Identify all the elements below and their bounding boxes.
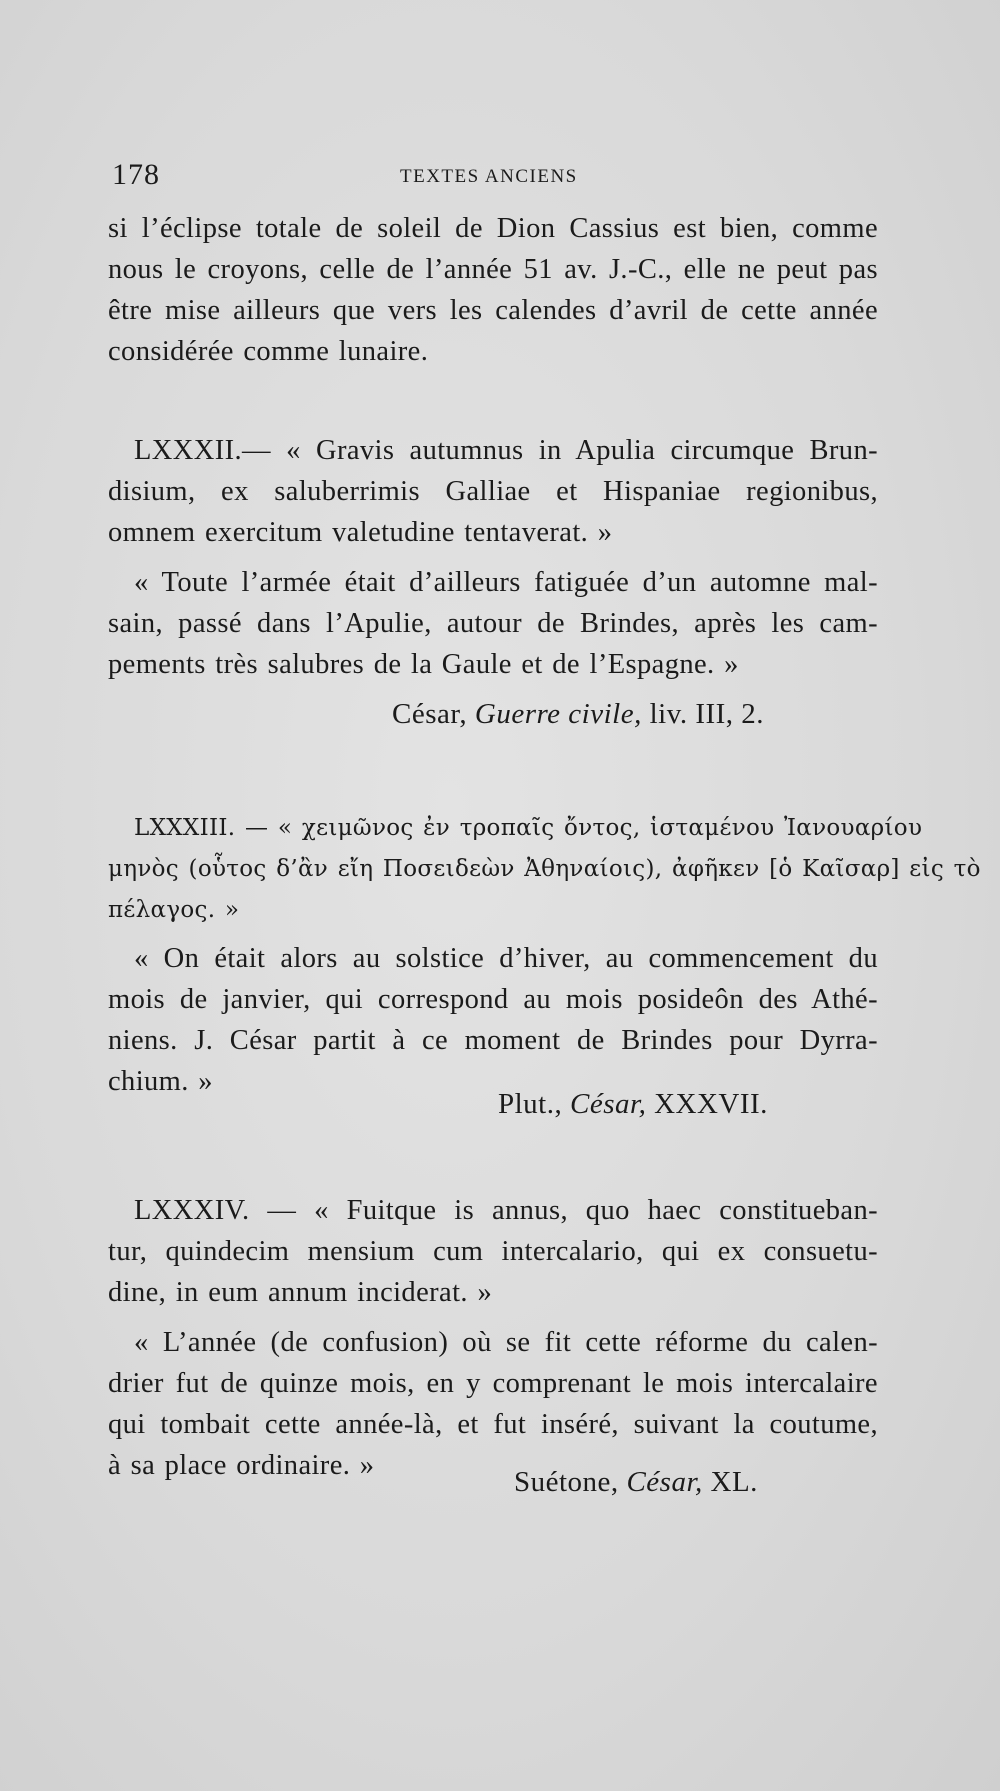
text-line (108, 847, 981, 888)
text-line: mois de janvier, qui correspond au mois posideôn des Athé- (108, 984, 878, 1015)
citation-ref: liv. III, 2. (649, 698, 765, 730)
section-lxxxiii-quote (108, 806, 981, 929)
text-line: pements très salubres de la Gaule et de l’Espagne. » (108, 649, 739, 680)
citation-ref: XL. (710, 1466, 758, 1498)
citation-work: Guerre civile, (474, 698, 642, 730)
section-lxxxiii-translation (108, 938, 878, 1102)
section-lxxxii-quote (108, 430, 878, 553)
section-lxxxiv-translation (108, 1322, 878, 1486)
text-line: qui tombait cette année-là, et fut inséré, suivant la coutume, (108, 1409, 878, 1440)
page-header (112, 158, 590, 194)
section-lxxxiv-quote (108, 1190, 878, 1313)
section-lxxxiii-citation (498, 1088, 768, 1121)
citation-author: César, (392, 698, 468, 730)
running-head: TEXTES ANCIENS (400, 166, 578, 187)
intro-paragraph (108, 208, 878, 372)
section-lxxxiv-citation (514, 1466, 758, 1499)
text-line: tur, quindecim mensium cum intercalario, qui ex consuetu- (108, 1236, 878, 1267)
text-line (108, 806, 923, 847)
greek-line: LXXXIII. — « χειμῶνος ἐν τροπαῖς ὄντος, ἱσταμένου Ἰανουαρίου (134, 815, 923, 841)
text-line: drier fut de quinze mois, en y comprenant le mois intercalaire (108, 1368, 878, 1399)
text-line: LXXXII.— « Gravis autumnus in Apulia circumque Brun- (134, 435, 878, 466)
text-line: à sa place ordinaire. » (108, 1450, 375, 1481)
text-line: omnem exercitum valetudine tentaverat. » (108, 517, 613, 548)
section-lxxxii-translation (108, 562, 878, 685)
citation-author: Plut., (498, 1088, 563, 1120)
text-line: considérée comme lunaire. (108, 336, 429, 367)
citation-work: César, (626, 1466, 703, 1498)
citation-work: César, (570, 1088, 647, 1120)
greek-line: μηνὸς (οὗτος δ’ἂν εἴη Ποσειδεὼν Ἀθηναίοις), ἀφῆκεν [ὁ Καῖσαρ] εἰς τὸ (108, 856, 981, 882)
citation-author: Suétone, (514, 1466, 619, 1498)
text-line: dine, in eum annum inciderat. » (108, 1277, 493, 1308)
section-lxxxii-citation (392, 698, 764, 731)
text-line: sain, passé dans l’Apulie, autour de Brindes, après les cam- (108, 608, 878, 639)
greek-line: πέλαγος. » (108, 897, 240, 923)
text-line: nous le croyons, celle de l’année 51 av. J.-C., elle ne peut pas (108, 254, 878, 285)
text-line: niens. J. César partit à ce moment de Brindes pour Dyrra- (108, 1025, 878, 1056)
citation-ref: XXXVII. (654, 1088, 768, 1120)
text-line: « L’année (de confusion) où se fit cette réforme du calen- (134, 1327, 878, 1358)
page-number: 178 (112, 158, 160, 191)
text-line: être mise ailleurs que vers les calendes d’avril de cette année (108, 295, 878, 326)
text-line: chium. » (108, 1066, 213, 1097)
text-line (108, 888, 878, 929)
text-line: si l’éclipse totale de soleil de Dion Cassius est bien, comme (108, 213, 878, 244)
text-line: disium, ex saluberrimis Galliae et Hispaniae regionibus, (108, 476, 878, 507)
text-line: LXXXIV. — « Fuitque is annus, quo haec constitueban- (134, 1195, 878, 1226)
text-line: « Toute l’armée était d’ailleurs fatiguée d’un automne mal- (134, 567, 878, 598)
text-line: « On était alors au solstice d’hiver, au commencement du (134, 943, 878, 974)
